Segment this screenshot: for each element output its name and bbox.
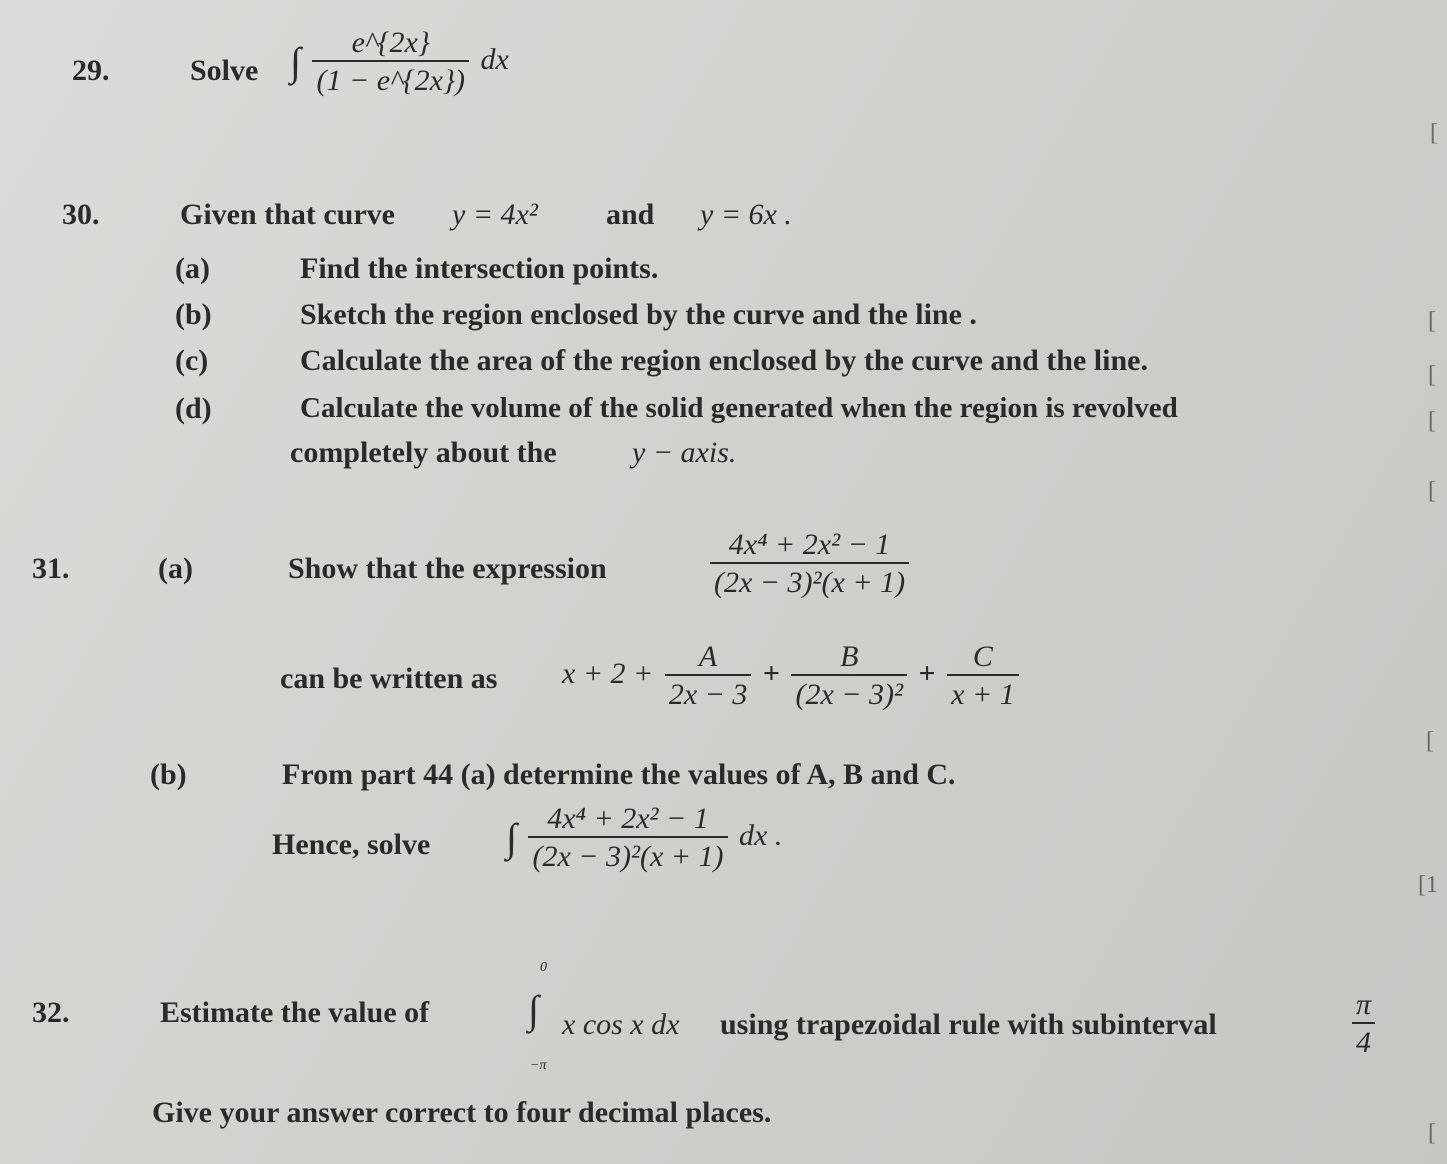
pf-b-num: B [840, 640, 859, 673]
q29-dx: dx [480, 42, 509, 76]
q31-partial-fractions [562, 642, 1023, 710]
pf-a-num: A [698, 640, 718, 673]
pf-c-num: C [972, 640, 993, 673]
q31-expr-denominator: (2x − 3)²(x + 1) [710, 562, 909, 598]
q30d-text: Calculate the volume of the solid generated when the region is revolved [300, 392, 1178, 424]
q29-solve-label: Solve [190, 54, 259, 87]
q30-number: 30. [62, 198, 100, 231]
q30c-text: Calculate the area of the region enclosed by the curve and the line. [300, 344, 1148, 377]
q32-integral [528, 987, 539, 1032]
q30d-label: (d) [175, 392, 212, 425]
integral-sign: ∫ [506, 815, 517, 860]
margin-mark: [ [1428, 408, 1436, 434]
q30-curve: y = 4x² [452, 198, 538, 231]
q30a-text: Find the intersection points. [300, 252, 659, 285]
q31-integral-fraction [528, 804, 727, 872]
q32-upper-limit: 0 [540, 960, 547, 975]
q31-dx: dx . [739, 818, 783, 852]
q30a-label: (a) [175, 252, 210, 285]
margin-mark: [ [1428, 362, 1436, 388]
q30d-axis: y − axis. [632, 436, 737, 469]
q29-denominator: (1 − e^{2x}) [312, 60, 469, 96]
pf-b-fraction [791, 642, 907, 710]
q29-fraction [312, 28, 469, 96]
integral-sign: ∫ [290, 39, 301, 84]
q32-number: 32. [32, 996, 70, 1029]
pf-lead: x + 2 + [562, 656, 654, 690]
q32-subinterval-fraction [1352, 990, 1375, 1058]
pf-c-den: x + 1 [947, 674, 1019, 710]
margin-mark: [ [1428, 1120, 1436, 1146]
pf-c-fraction [947, 642, 1019, 710]
integral-sign: ∫ [528, 987, 539, 1032]
q31-number: 31. [32, 552, 70, 585]
q30b-label: (b) [175, 298, 212, 331]
margin-mark: [ [1428, 478, 1436, 504]
q29-integral [290, 28, 509, 96]
q32-line2: Give your answer correct to four decimal places. [152, 1096, 772, 1129]
pf-b-den: (2x − 3)² [791, 674, 907, 710]
q31-expr-numerator: 4x⁴ + 2x² − 1 [728, 528, 891, 561]
plus-sign: + [918, 656, 936, 690]
q31-int-denominator: (2x − 3)²(x + 1) [528, 836, 727, 872]
q31a-text: Show that the expression [288, 552, 607, 585]
q30-line: y = 6x . [700, 198, 792, 231]
q32-sub-den: 4 [1352, 1022, 1375, 1058]
q31-int-numerator: 4x⁴ + 2x² − 1 [547, 802, 709, 835]
q31-hence: Hence, solve [272, 828, 431, 861]
plus-sign: + [762, 656, 780, 690]
q30c-label: (c) [175, 344, 209, 377]
q32-text: Estimate the value of [160, 996, 430, 1029]
q31-written-as: can be written as [280, 662, 498, 695]
q31-integral [506, 804, 782, 872]
q30-and: and [606, 198, 655, 231]
q29-numerator: e^{2x} [351, 26, 430, 59]
q30-intro: Given that curve [180, 198, 395, 231]
margin-mark: [ [1426, 728, 1434, 754]
pf-a-fraction [665, 642, 752, 710]
q32-lower-limit: −π [530, 1058, 547, 1073]
q31b-text: From part 44 (a) determine the values of A, B and C. [282, 758, 956, 791]
q29-number: 29. [72, 54, 110, 87]
q31a-label: (a) [158, 552, 193, 585]
q30b-text: Sketch the region enclosed by the curve and the line . [300, 298, 977, 331]
q30d-text2: completely about the [290, 436, 557, 469]
q31-expression-fraction [710, 530, 909, 598]
q31b-label: (b) [150, 758, 187, 791]
margin-mark: [1 [1418, 872, 1438, 898]
q32-sub-num: π [1356, 988, 1372, 1021]
q31-expression [706, 530, 913, 598]
q32-rest: using trapezoidal rule with subinterval [720, 1008, 1217, 1041]
q32-integrand: x cos x dx [562, 1008, 680, 1041]
margin-mark: [ [1430, 120, 1438, 146]
q32-subinterval [1348, 990, 1379, 1058]
margin-mark: [ [1428, 308, 1436, 334]
pf-a-den: 2x − 3 [665, 674, 752, 710]
